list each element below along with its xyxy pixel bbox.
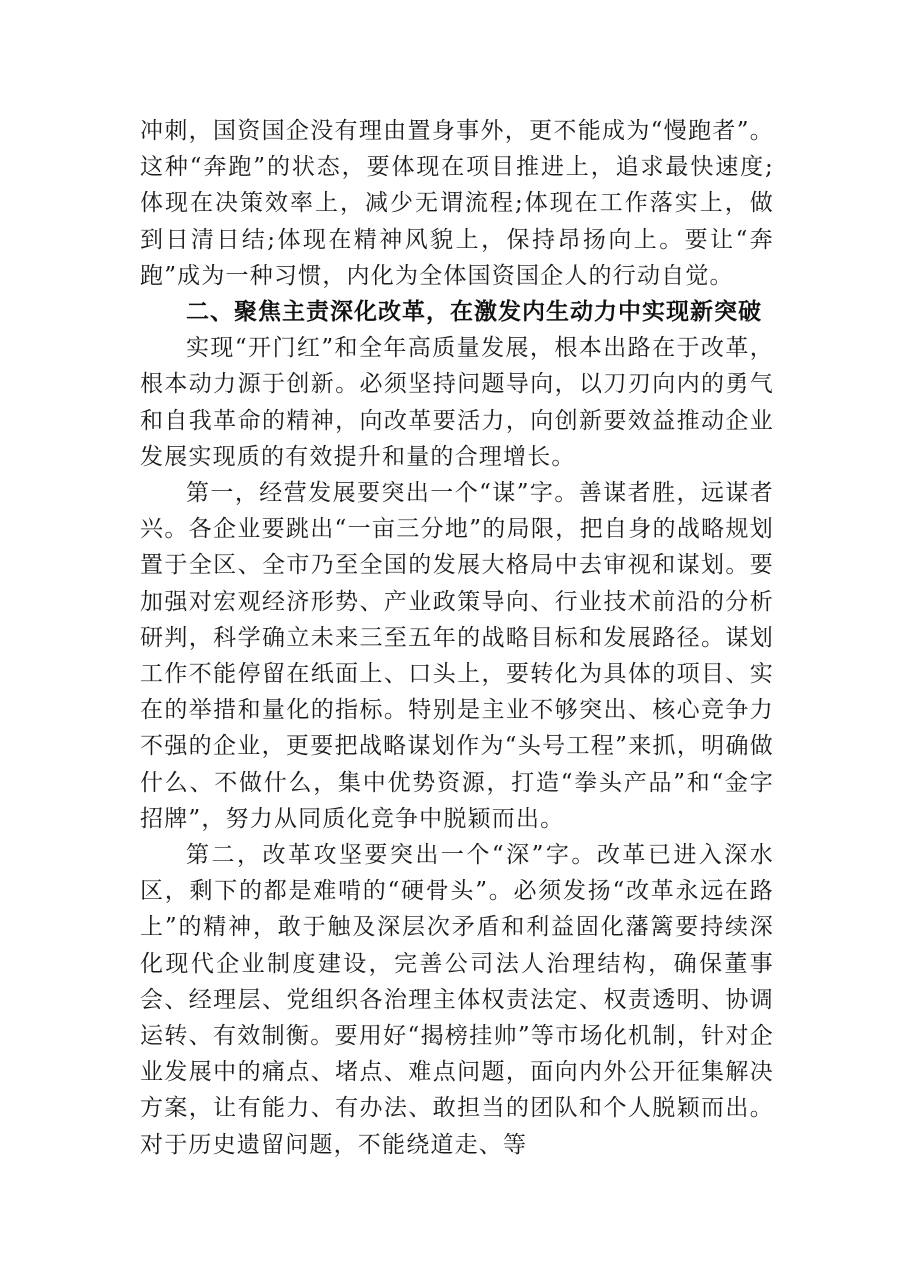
paragraph-3: 第一，经营发展要突出一个“谋”字。善谋者胜，远谋者兴。各企业要跳出“一亩三分地”的局限，把自身的战略规划置于全区、全市乃至全国的发展大格局中去审视和谋划。要加强对宏观经济形势、产业政策导向、行业技术前沿的分析研判，科学确立未来三至五年的战略目标和发展路径。谋划工作不能停留在纸面上、口头上，要转化为具体的项目、实在的举措和量化的指标。特别是主业不够突出、核心竞争力不强的企业，更要把战略谋划作为“头号工程”来抓，明确做什么、不做什么，集中优势资源，打造“拳头产品”和“金字招牌”，努力从同质化竞争中脱颖而出。 — [140, 480, 774, 832]
section-heading: 二、聚焦主责深化改革，在激发内生动力中实现新突破 — [186, 299, 762, 326]
paragraph-4: 第二，改革攻坚要突出一个“深”字。改革已进入深水区，剩下的都是难啃的“硬骨头”。必须发扬“改革永远在路上”的精神，敢于触及深层次矛盾和利益固化藩篱要持续深化现代企业制度建设，完善公司法人治理结构，确保董事会、经理层、党组织各治理主体权责法定、权责透明、协调运转、有效制衡。要用好“揭榜挂帅”等市场化机制，针对企业发展中的痛点、堵点、难点问题，面向内外公开征集解决方案，让有能力、有办法、敢担当的团队和个人脱颖而出。对于历史遗留问题，不能绕道走、等 — [140, 842, 774, 1158]
document-body — [140, 113, 774, 1163]
paragraph-1: 冲刺，国资国企没有理由置身事外，更不能成为“慢跑者”。这种“奔跑”的状态，要体现在项目推进上，追求最快速度;体现在决策效率上，减少无谓流程;体现在工作落实上，做到日清日结;体现在精神风貌上，保持昂扬向上。要让“奔跑”成为一种习惯，内化为全体国资国企人的行动自觉。 — [140, 118, 774, 289]
paragraph-2: 实现“开门红”和全年高质量发展，根本出路在于改革，根本动力源于创新。必须坚持问题导向，以刀刃向内的勇气和自我革命的精神，向改革要活力，向创新要效益推动企业发展实现质的有效提升和量的合理增长。 — [140, 335, 774, 470]
